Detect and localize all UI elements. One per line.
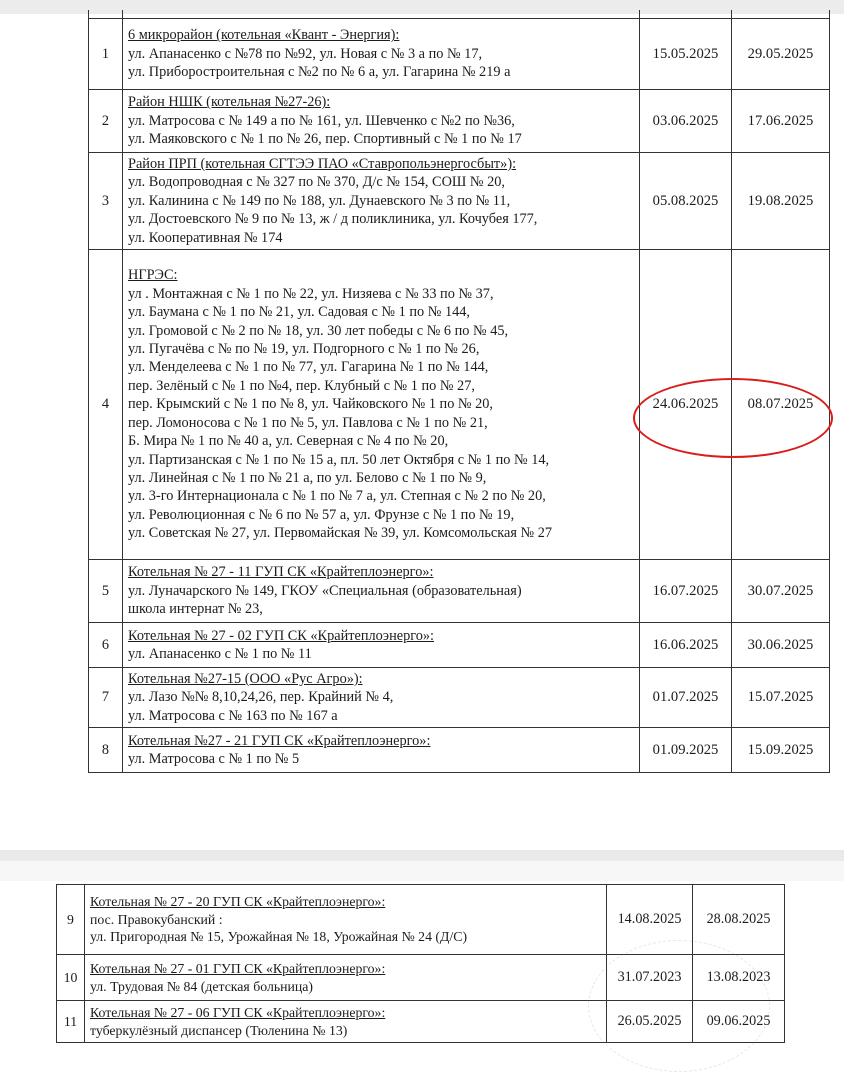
table-row — [89, 623, 830, 668]
highlight-circle — [633, 378, 833, 458]
row-number: 5 — [89, 560, 123, 623]
row-number: 2 — [89, 90, 123, 153]
address-line: пер. Ломоносова с № 1 по № 5, ул. Павлова с № 1 по № 21, — [128, 414, 488, 431]
boiler-house-title: Котельная № 27 - 02 ГУП СК «Крайтеплоэнерго»: — [128, 627, 434, 644]
end-date: 08.07.2025 — [732, 250, 830, 560]
start-date: 31.07.2023 — [607, 955, 693, 1001]
start-date: 15.05.2025 — [640, 19, 732, 90]
address-line: ул. Маяковского с № 1 по № 26, пер. Спортивный с № 1 по № 17 — [128, 131, 522, 148]
end-date: 30.06.2025 — [732, 623, 830, 668]
address-cell — [123, 153, 640, 250]
start-date: 03.06.2025 — [640, 90, 732, 153]
boiler-house-title: НГРЭС: — [128, 267, 178, 284]
end-date: 15.09.2025 — [732, 728, 830, 773]
end-date: 19.08.2025 — [732, 153, 830, 250]
boiler-house-title: Котельная № 27 - 11 ГУП СК «Крайтеплоэнерго»: — [128, 564, 434, 581]
address-cell — [85, 1001, 607, 1043]
end-date: 30.07.2025 — [732, 560, 830, 623]
table-row — [89, 728, 830, 773]
start-date: 24.06.2025 — [640, 250, 732, 560]
boiler-house-title: 6 микрорайон (котельная «Квант - Энергия): — [128, 27, 400, 44]
address-line: ул. Калинина с № 149 по № 188, ул. Дунаевского № 3 по № 11, — [128, 192, 511, 209]
address-line: ул. Менделеева с № 1 по № 77, ул. Гагарина № 1 по № 144, — [128, 359, 489, 376]
address-cell — [85, 885, 607, 955]
address-line: школа интернат № 23, — [128, 601, 263, 618]
address-line: ул. Луначарского № 149, ГКОУ «Специальная (образовательная) — [128, 582, 522, 599]
row-number: 4 — [89, 250, 123, 560]
header-stub-cell — [732, 10, 830, 19]
end-date: 17.06.2025 — [732, 90, 830, 153]
address-line: ул. Громовой с № 2 по № 18, ул. 30 лет победы с № 6 по № 45, — [128, 322, 509, 339]
start-date: 26.05.2025 — [607, 1001, 693, 1043]
row-number: 8 — [89, 728, 123, 773]
address-line: ул. Пугачёва с № по № 19, ул. Подгорного с № 1 по № 26, — [128, 341, 480, 358]
page-gap — [0, 861, 844, 881]
address-line: пер. Крымский с № 1 по № 8, ул. Чайковского № 1 по № 20, — [128, 396, 494, 413]
header-stub-cell — [640, 10, 732, 19]
start-date: 05.08.2025 — [640, 153, 732, 250]
address-line: ул. Лазо №№ 8,10,24,26, пер. Крайний № 4, — [128, 689, 394, 706]
address-line: ул. Революционная с № 6 по № 57 а, ул. Фрунзе с № 1 по № 19, — [128, 506, 515, 523]
end-date: 15.07.2025 — [732, 668, 830, 728]
table-row — [89, 90, 830, 153]
row-number: 10 — [57, 955, 85, 1001]
page-separator — [0, 850, 844, 861]
address-line: ул. Водопроводная с № 327 по № 370, Д/с № 154, СОШ № 20, — [128, 174, 505, 191]
boiler-house-title: Котельная № 27 - 01 ГУП СК «Крайтеплоэнерго»: — [90, 960, 386, 976]
boiler-house-title: Котельная № 27 - 20 ГУП СК «Крайтеплоэнерго»: — [90, 894, 386, 910]
boiler-house-title: Котельная №27-15 (ООО «Рус Агро»): — [128, 670, 363, 687]
table-row — [89, 19, 830, 90]
row-number: 6 — [89, 623, 123, 668]
address-line: ул. Достоевского № 9 по № 13, ж / д поликлиника, ул. Кочубея 177, — [128, 211, 538, 228]
address-line: ул. Апанасенко с № 1 по № 11 — [128, 646, 312, 662]
address-cell — [123, 728, 640, 773]
row-number: 9 — [57, 885, 85, 955]
table-row — [89, 560, 830, 623]
header-stub-row — [89, 10, 830, 19]
start-date: 16.07.2025 — [640, 560, 732, 623]
address-line: ул. Апанасенко с №78 по №92, ул. Новая с № 3 а по № 17, — [128, 45, 483, 62]
address-cell — [123, 668, 640, 728]
start-date: 14.08.2025 — [607, 885, 693, 955]
address-cell — [123, 19, 640, 90]
address-line: ул. Пригородная № 15, Урожайная № 18, Урожайная № 24 (Д/С) — [90, 929, 468, 945]
address-cell — [123, 623, 640, 668]
address-line: пер. Зелёный с № 1 по №4, пер. Клубный с № 1 по № 27, — [128, 377, 475, 394]
header-stub-cell — [89, 10, 123, 19]
end-date: 13.08.2023 — [693, 955, 785, 1001]
address-line: ул. Линейная с № 1 по № 21 а, по ул. Белово с № 1 по № 9, — [128, 469, 487, 486]
boiler-house-title: Котельная №27 - 21 ГУП СК «Крайтеплоэнерго»: — [128, 732, 431, 749]
table-row — [89, 668, 830, 728]
address-line: Б. Мира № 1 по № 40 а, ул. Северная с № 4 по № 20, — [128, 433, 449, 450]
address-cell — [123, 90, 640, 153]
address-line: пос. Правокубанский : — [90, 911, 223, 927]
end-date: 29.05.2025 — [732, 19, 830, 90]
end-date: 28.08.2025 — [693, 885, 785, 955]
address-line: ул. 3-го Интернационала с № 1 по № 7 а, ул. Степная с № 2 по № 20, — [128, 488, 546, 505]
address-line: ул. Приборостроительная с №2 по № 6 а, ул. Гагарина № 219 а — [128, 64, 511, 81]
start-date: 16.06.2025 — [640, 623, 732, 668]
address-line: туберкулёзный диспансер (Тюленина № 13) — [90, 1022, 348, 1038]
start-date: 01.09.2025 — [640, 728, 732, 773]
end-date: 09.06.2025 — [693, 1001, 785, 1043]
faded-stamp — [588, 940, 770, 1072]
row-number: 11 — [57, 1001, 85, 1043]
boiler-house-title: Район ПРП (котельная СГТЭЭ ПАО «Ставропольэнергосбыт»): — [128, 155, 517, 172]
address-line: ул . Монтажная с № 1 по № 22, ул. Низяева с № 33 по № 37, — [128, 285, 494, 302]
table-row — [89, 153, 830, 250]
address-line: ул. Трудовая № 84 (детская больница) — [90, 978, 314, 994]
address-line: ул. Кооперативная № 174 — [128, 229, 283, 246]
start-date: 01.07.2025 — [640, 668, 732, 728]
address-cell — [85, 955, 607, 1001]
address-line: ул. Баумана с № 1 по № 21, ул. Садовая с № 1 по № 144, — [128, 304, 470, 321]
address-line: ул. Матросова с № 163 по № 167 а — [128, 707, 338, 724]
address-cell — [123, 560, 640, 623]
row-number: 3 — [89, 153, 123, 250]
address-line: ул. Советская № 27, ул. Первомайская № 39, ул. Комсомольская № 27 — [128, 525, 552, 542]
boiler-house-title: Район НШК (котельная №27-26): — [128, 94, 331, 111]
header-stub-cell — [123, 10, 640, 19]
row-number: 7 — [89, 668, 123, 728]
address-cell — [123, 250, 640, 560]
boiler-house-title: Котельная № 27 - 06 ГУП СК «Крайтеплоэнерго»: — [90, 1004, 386, 1020]
address-line: ул. Партизанская с № 1 по № 15 а, пл. 50 лет Октября с № 1 по № 14, — [128, 451, 550, 468]
row-number: 1 — [89, 19, 123, 90]
address-line: ул. Матросова с № 149 а по № 161, ул. Шевченко с №2 по №36, — [128, 112, 515, 129]
address-line: ул. Матросова с № 1 по № 5 — [128, 751, 300, 767]
